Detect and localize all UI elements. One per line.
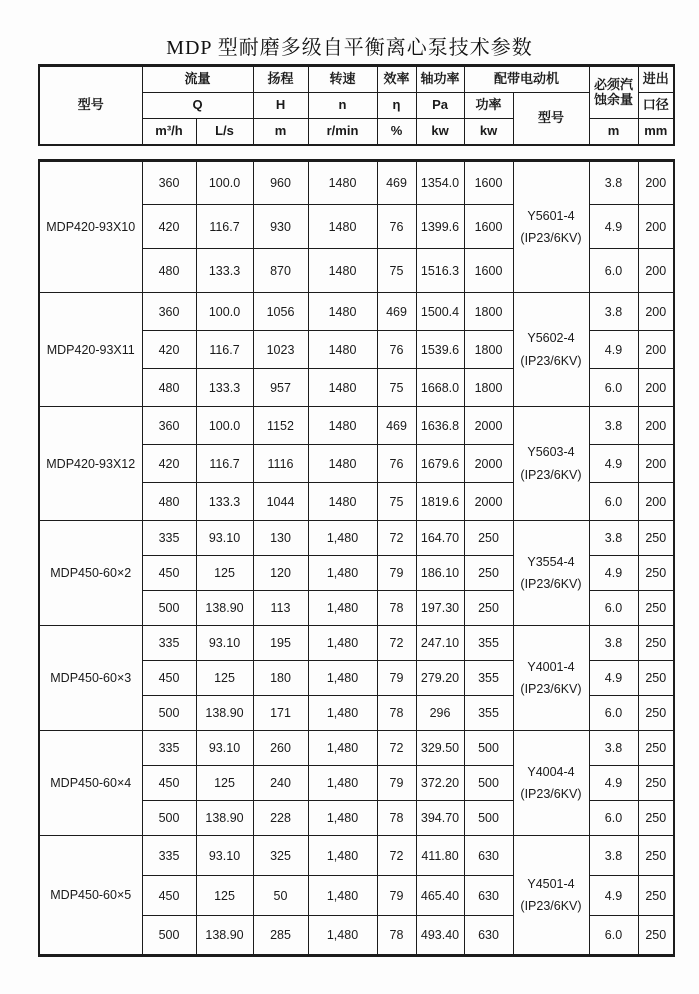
data-cell: 78	[377, 916, 416, 956]
data-cell: 500	[142, 591, 196, 626]
data-cell: 250	[638, 876, 674, 916]
data-cell: 3.8	[589, 161, 638, 205]
table-row	[39, 407, 674, 445]
data-cell: 296	[416, 696, 464, 731]
motor-model-text: Y4501-4	[527, 876, 575, 891]
data-cell: 957	[253, 369, 308, 407]
motor-model-text: Y4004-4	[527, 764, 575, 779]
data-cell: 335	[142, 731, 196, 766]
data-cell: 325	[253, 836, 308, 876]
data-cell: 1,480	[308, 876, 377, 916]
data-cell: 171	[253, 696, 308, 731]
data-cell: 420	[142, 445, 196, 483]
pump-model-cell: MDP420-93X12	[39, 407, 142, 521]
data-cell: 4.9	[589, 205, 638, 249]
table-row	[39, 836, 674, 876]
data-cell: 186.10	[416, 556, 464, 591]
data-cell: 500	[142, 696, 196, 731]
pump-model-cell: MDP450-60×3	[39, 626, 142, 731]
data-cell: 450	[142, 766, 196, 801]
data-cell: 76	[377, 445, 416, 483]
table-row	[39, 521, 674, 556]
body-table-rows	[39, 161, 674, 956]
data-cell: 450	[142, 876, 196, 916]
data-cell: 72	[377, 521, 416, 556]
data-cell: 465.40	[416, 876, 464, 916]
data-cell: 100.0	[196, 161, 253, 205]
data-cell: 75	[377, 249, 416, 293]
npsh-unit: m	[589, 119, 638, 146]
motor-model-text: Y4001-4	[527, 659, 575, 674]
data-cell: 1,480	[308, 556, 377, 591]
motor-spec-text: (IP23/6KV)	[520, 231, 582, 245]
data-cell: 6.0	[589, 916, 638, 956]
data-cell: 285	[253, 916, 308, 956]
data-cell: 279.20	[416, 661, 464, 696]
data-cell: 228	[253, 801, 308, 836]
data-cell: 4.9	[589, 445, 638, 483]
data-cell: 250	[638, 556, 674, 591]
data-cell: 93.10	[196, 626, 253, 661]
data-cell: 100.0	[196, 293, 253, 331]
data-cell: 469	[377, 293, 416, 331]
data-cell: 72	[377, 731, 416, 766]
data-cell: 125	[196, 876, 253, 916]
table-row	[39, 161, 674, 205]
data-cell: 2000	[464, 483, 513, 521]
speed-unit: r/min	[308, 119, 377, 146]
data-cell: 79	[377, 556, 416, 591]
data-cell: 250	[638, 916, 674, 956]
data-cell: 1,480	[308, 801, 377, 836]
data-cell: 335	[142, 521, 196, 556]
data-cell: 133.3	[196, 369, 253, 407]
data-cell: 1500.4	[416, 293, 464, 331]
data-cell: 250	[464, 556, 513, 591]
header-row-1	[39, 66, 674, 93]
col-header-motor: 配带电动机	[464, 66, 589, 93]
motor-power-unit: kw	[464, 119, 513, 146]
pump-model-cell: MDP450-60×5	[39, 836, 142, 956]
data-cell: 630	[464, 836, 513, 876]
data-cell: 500	[464, 731, 513, 766]
motor-model-cell	[513, 407, 589, 521]
data-cell: 138.90	[196, 916, 253, 956]
data-cell: 1,480	[308, 696, 377, 731]
data-cell: 200	[638, 161, 674, 205]
data-cell: 493.40	[416, 916, 464, 956]
col-header-model: 型号	[39, 66, 142, 146]
efficiency-symbol: η	[377, 93, 416, 119]
data-cell: 4.9	[589, 661, 638, 696]
motor-model-text: Y3554-4	[527, 554, 575, 569]
data-cell: 469	[377, 407, 416, 445]
data-cell: 1516.3	[416, 249, 464, 293]
data-cell: 79	[377, 876, 416, 916]
motor-model-label: 型号	[513, 93, 589, 146]
data-cell: 2000	[464, 407, 513, 445]
npsh-label-line2: 蚀余量	[594, 91, 634, 107]
data-cell: 420	[142, 331, 196, 369]
header-table	[38, 64, 675, 146]
data-cell: 469	[377, 161, 416, 205]
shaft-power-unit: kw	[416, 119, 464, 146]
data-cell: 1668.0	[416, 369, 464, 407]
motor-spec-text: (IP23/6KV)	[520, 353, 582, 368]
col-header-flow: 流量	[142, 66, 253, 93]
data-cell: 240	[253, 766, 308, 801]
data-cell: 480	[142, 483, 196, 521]
data-cell: 164.70	[416, 521, 464, 556]
data-cell: 200	[638, 445, 674, 483]
data-cell: 960	[253, 161, 308, 205]
data-cell: 1480	[308, 331, 377, 369]
data-cell: 1,480	[308, 626, 377, 661]
data-cell: 200	[638, 483, 674, 521]
data-cell: 78	[377, 591, 416, 626]
col-header-shaft-power: 轴功率	[416, 66, 464, 93]
data-cell: 500	[142, 801, 196, 836]
data-cell: 250	[638, 836, 674, 876]
data-cell: 450	[142, 556, 196, 591]
data-cell: 1,480	[308, 731, 377, 766]
data-cell: 200	[638, 407, 674, 445]
ports-unit: mm	[638, 119, 674, 146]
data-cell: 6.0	[589, 801, 638, 836]
data-cell: 250	[638, 696, 674, 731]
data-cell: 76	[377, 331, 416, 369]
flow-unit-ls: L/s	[196, 119, 253, 146]
data-cell: 250	[638, 661, 674, 696]
motor-model-cell	[513, 521, 589, 626]
data-cell: 1399.6	[416, 205, 464, 249]
motor-spec-text: (IP23/6KV)	[520, 577, 582, 591]
data-cell: 78	[377, 801, 416, 836]
data-cell: 125	[196, 661, 253, 696]
data-cell: 1800	[464, 331, 513, 369]
data-cell: 1116	[253, 445, 308, 483]
data-cell: 78	[377, 696, 416, 731]
data-cell: 450	[142, 661, 196, 696]
data-cell: 411.80	[416, 836, 464, 876]
motor-model-cell	[513, 731, 589, 836]
data-cell: 116.7	[196, 445, 253, 483]
data-cell: 1,480	[308, 836, 377, 876]
data-cell: 355	[464, 696, 513, 731]
data-cell: 195	[253, 626, 308, 661]
data-cell: 355	[464, 661, 513, 696]
data-cell: 125	[196, 556, 253, 591]
data-cell: 1,480	[308, 766, 377, 801]
data-cell: 4.9	[589, 331, 638, 369]
body-table	[38, 159, 675, 957]
data-cell: 93.10	[196, 836, 253, 876]
motor-model-cell	[513, 626, 589, 731]
data-cell: 1480	[308, 483, 377, 521]
motor-spec-text: (IP23/6KV)	[520, 682, 582, 696]
motor-model-cell	[513, 293, 589, 407]
pump-model-cell: MDP420-93X10	[39, 161, 142, 293]
motor-spec-text: (IP23/6KV)	[520, 467, 582, 482]
data-cell: 1056	[253, 293, 308, 331]
data-cell: 72	[377, 836, 416, 876]
data-cell: 113	[253, 591, 308, 626]
data-cell: 480	[142, 369, 196, 407]
data-cell: 250	[638, 626, 674, 661]
data-cell: 250	[464, 591, 513, 626]
data-cell: 394.70	[416, 801, 464, 836]
data-cell: 100.0	[196, 407, 253, 445]
data-cell: 1480	[308, 293, 377, 331]
npsh-label-line1: 必须汽	[594, 76, 634, 92]
page-title: MDP 型耐磨多级自平衡离心泵技术参数	[166, 37, 533, 59]
col-header-head: 扬程	[253, 66, 308, 93]
data-cell: 372.20	[416, 766, 464, 801]
flow-unit-m3h: m³/h	[142, 119, 196, 146]
data-cell: 200	[638, 293, 674, 331]
pump-model-cell: MDP420-93X11	[39, 293, 142, 407]
motor-model-cell	[513, 161, 589, 293]
data-cell: 1539.6	[416, 331, 464, 369]
data-cell: 1354.0	[416, 161, 464, 205]
data-cell: 116.7	[196, 205, 253, 249]
motor-model-text: Y5602-4	[527, 331, 575, 345]
data-cell: 1480	[308, 445, 377, 483]
data-cell: 1800	[464, 293, 513, 331]
data-cell: 250	[464, 521, 513, 556]
data-cell: 250	[638, 801, 674, 836]
data-cell: 500	[142, 916, 196, 956]
table-row	[39, 731, 674, 766]
data-cell: 75	[377, 483, 416, 521]
data-cell: 420	[142, 205, 196, 249]
data-cell: 3.8	[589, 293, 638, 331]
data-cell: 250	[638, 766, 674, 801]
data-cell: 3.8	[589, 626, 638, 661]
data-cell: 1,480	[308, 591, 377, 626]
data-cell: 6.0	[589, 591, 638, 626]
data-cell: 335	[142, 836, 196, 876]
speed-symbol: n	[308, 93, 377, 119]
data-cell: 116.7	[196, 331, 253, 369]
data-cell: 1480	[308, 369, 377, 407]
data-cell: 3.8	[589, 521, 638, 556]
head-symbol: H	[253, 93, 308, 119]
data-cell: 500	[464, 801, 513, 836]
data-cell: 329.50	[416, 731, 464, 766]
data-cell: 1600	[464, 205, 513, 249]
data-cell: 50	[253, 876, 308, 916]
data-cell: 930	[253, 205, 308, 249]
data-cell: 250	[638, 591, 674, 626]
data-cell: 138.90	[196, 801, 253, 836]
data-cell: 133.3	[196, 483, 253, 521]
motor-spec-text: (IP23/6KV)	[520, 899, 582, 913]
shaft-power-symbol: Pa	[416, 93, 464, 119]
data-cell: 250	[638, 731, 674, 766]
data-cell: 79	[377, 766, 416, 801]
col-header-ports: 进出	[638, 66, 674, 93]
data-cell: 6.0	[589, 483, 638, 521]
motor-model-text: Y5603-4	[527, 445, 575, 459]
data-cell: 6.0	[589, 696, 638, 731]
table-row	[39, 293, 674, 331]
data-cell: 200	[638, 205, 674, 249]
data-cell: 93.10	[196, 731, 253, 766]
data-cell: 75	[377, 369, 416, 407]
table-area	[38, 64, 674, 957]
data-cell: 360	[142, 293, 196, 331]
motor-spec-text: (IP23/6KV)	[520, 787, 582, 801]
pump-model-cell: MDP450-60×4	[39, 731, 142, 836]
motor-model-text: Y5601-4	[527, 208, 575, 223]
data-cell: 1023	[253, 331, 308, 369]
data-cell: 250	[638, 521, 674, 556]
data-cell: 197.30	[416, 591, 464, 626]
data-cell: 76	[377, 205, 416, 249]
data-cell: 4.9	[589, 876, 638, 916]
flow-symbol: Q	[142, 93, 253, 119]
data-cell: 3.8	[589, 836, 638, 876]
data-cell: 630	[464, 876, 513, 916]
data-cell: 1,480	[308, 521, 377, 556]
data-cell: 93.10	[196, 521, 253, 556]
data-cell: 335	[142, 626, 196, 661]
data-cell: 480	[142, 249, 196, 293]
data-cell: 125	[196, 766, 253, 801]
data-cell: 360	[142, 161, 196, 205]
data-cell: 120	[253, 556, 308, 591]
data-cell: 6.0	[589, 249, 638, 293]
data-cell: 3.8	[589, 407, 638, 445]
head-unit: m	[253, 119, 308, 146]
data-cell: 1480	[308, 161, 377, 205]
data-cell: 1800	[464, 369, 513, 407]
data-cell: 1679.6	[416, 445, 464, 483]
data-cell: 247.10	[416, 626, 464, 661]
data-cell: 870	[253, 249, 308, 293]
data-cell: 79	[377, 661, 416, 696]
data-cell: 2000	[464, 445, 513, 483]
pump-model-cell: MDP450-60×2	[39, 521, 142, 626]
data-cell: 1480	[308, 407, 377, 445]
data-cell: 200	[638, 249, 674, 293]
efficiency-unit: %	[377, 119, 416, 146]
col-header-speed: 转速	[308, 66, 377, 93]
data-cell: 200	[638, 369, 674, 407]
data-cell: 1600	[464, 249, 513, 293]
data-cell: 1636.8	[416, 407, 464, 445]
ports-label-line2: 口径	[638, 93, 674, 119]
data-cell: 138.90	[196, 696, 253, 731]
data-cell: 355	[464, 626, 513, 661]
data-cell: 1819.6	[416, 483, 464, 521]
table-row	[39, 626, 674, 661]
data-cell: 130	[253, 521, 308, 556]
data-cell: 72	[377, 626, 416, 661]
data-cell: 138.90	[196, 591, 253, 626]
data-cell: 4.9	[589, 766, 638, 801]
col-header-efficiency: 效率	[377, 66, 416, 93]
data-cell: 1480	[308, 205, 377, 249]
data-cell: 260	[253, 731, 308, 766]
data-cell: 3.8	[589, 731, 638, 766]
data-cell: 133.3	[196, 249, 253, 293]
data-cell: 630	[464, 916, 513, 956]
data-cell: 200	[638, 331, 674, 369]
data-cell: 1152	[253, 407, 308, 445]
data-cell: 360	[142, 407, 196, 445]
data-cell: 4.9	[589, 556, 638, 591]
motor-power-label: 功率	[464, 93, 513, 119]
data-cell: 180	[253, 661, 308, 696]
data-cell: 6.0	[589, 369, 638, 407]
data-cell: 1,480	[308, 661, 377, 696]
motor-model-cell	[513, 836, 589, 956]
data-cell: 1600	[464, 161, 513, 205]
data-cell: 1044	[253, 483, 308, 521]
data-cell: 1480	[308, 249, 377, 293]
data-cell: 1,480	[308, 916, 377, 956]
data-cell: 500	[464, 766, 513, 801]
col-header-npsh	[589, 66, 638, 119]
